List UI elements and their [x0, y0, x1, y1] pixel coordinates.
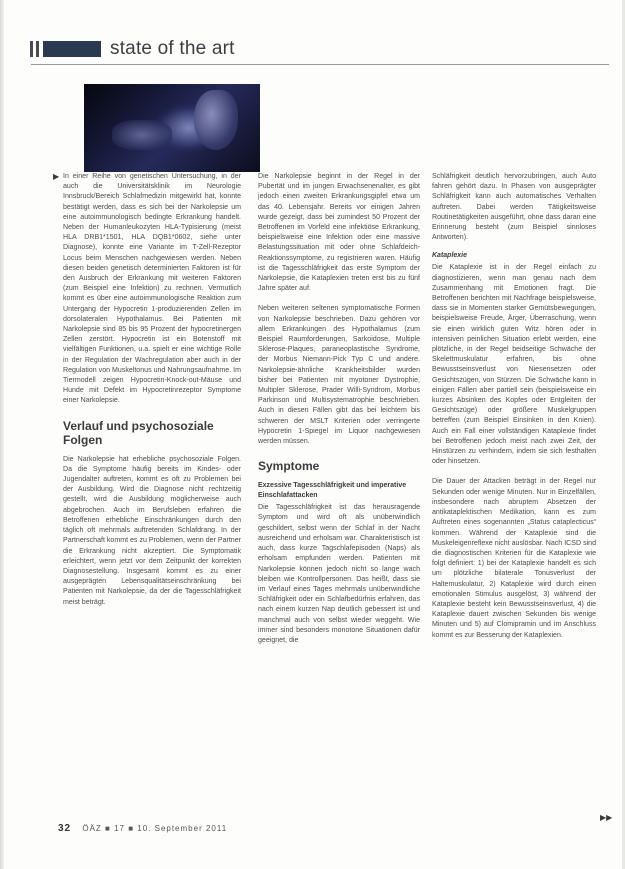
intro-paragraph: In einer Reihe von genetischen Untersuchung, in der auch die Universitätsklinik im Neurologie Innsbruck/Bereich Schlafmedizin mitgewirkt hat, konnte bestätigt werden, dass es sich bei der Narkolepsie um eine autoimmunologisch bedingte Erkrankung handelt. Neben der Humanleukozyten HLA-Typisierung (meist HLA DRB1*1501, HLA DQB1*0602, siehe unter Diagnose), konnte eine Variante im T-Zell-Rezeptor Locus beim Menschen nachgewiesen werden. Neben diesen beiden genetisch determinierten Faktoren ist für den Ausbruch der Erkrankung mit weiteren Faktoren (zum Beispiel eine Infektion) zu rechnen. Vermutlich kommt es über eine autoimmunologische Reaktion zum Untergang der Hypocretin 1-produzierenden Zellen im dorsolateralen Hypothalamus. Bei Patienten mit Narkolepsie sind 85 bis 95 Prozent der hypocretinergen Zellen zerstört. Hypocretin ist ein Botenstoff mit vielfältigen Funktionen, u.a. spielt er eine wichtige Rolle in der Regulation der Wachregulation aber auch in der Regulation von Muskeltonus und Nahrungsaufnahme. Im Tiermodell zeigen Hypocretin-Knock-out-Mäuse und Hunde mit Defekt im Hypocretinrezeptor Symptome einer Narkolepsie. — [63, 173, 241, 405]
article-photo — [84, 84, 260, 172]
col2-paragraph: Neben weiteren seltenen symptomatische Formen von Narkolepsie beschrieben. Dazu gehören vor allem Erkrankungen des Hypothalamus (zum Beispiel Raumforderungen, Sarkoidose, Multiple Sklerose-Plaques, paraneoplastische Syndrome, der Morbus Niemann-Pick Typ C und andere. Narkolepsie-ähnliche Krankheitsbilder wurden bisher bei Patienten mit myotoner Dystrophie, Multipler Sklerose, Prader Willi-Syndrom, Morbus Parkinson und Multisystematrophie beschrieben. Auch in diesen Fällen gibt das bei leichtem bis schweren der MSLT Kriterien oder verringerte Hypocretin 1-Spiegel im Liquor nachgewiesen werden müssen. — [258, 305, 420, 446]
section-title: state of the art — [110, 38, 235, 59]
header-rule — [31, 64, 609, 65]
page-number: 32 — [58, 823, 72, 834]
start-marker-icon: ▶ — [53, 172, 60, 181]
kataplexie-paragraph-2: Die Dauer der Attacken beträgt in der Regel nur Sekunden oder wenige Minuten. Nur in Einzelfällen, insbesondere nach abruptem Absetzen der antikataplektischen Medikation, kann es zum Auftreten eines sogenannten „Status cataplecticus“ kommen. Während der Kataplexie sind die Muskeleigenreflexe nicht auslösbar. Nach ICSD sind die diagnostischen Kriterien für die Kataplexie wie folgt definiert: 1) bei der Kataplexie handelt es sich um plötzliche bilaterale Tonusverlust der Haltemuskulatur, 2) Kataplexie wird durch einen emotionalen Stimulus ausgelöst, 3) während der Kataplexie besteht kein Bewusstseinsverlust, 4) die Kataplexie dauert zwischen Sekunden bis wenige Minuten und 5) auf Clomipramin und im Anschluss kommt es zur Besserung der Kataplexien. — [432, 478, 596, 639]
section-heading-verlauf: Verlauf und psychosoziale Folgen — [63, 418, 214, 447]
continue-marker-icon: ▶▶ — [600, 813, 613, 822]
col2-paragraph: Die Narkolepsie beginnt in der Regel in der Pubertät und im jungen Erwachsenenalter, es gibt jedoch einen zweiten Erkrankungsgipfel etwa um das 40. Lebensjahr. Bereits vor einigen Jahren wurde gezeigt, dass bei zumindest 50 Prozent der Betroffenen im Vorfeld eine infektiöse Erkrankung, beispielsweise eine Infektion oder eine massive Belastungssituation mit oder ohne Schlafdeich-Reaktionssymptome, zu registrieren waren. Häufig ist die Tagesschläfrigkeit das erste Symptom der Narkolepsie, die Kataplexien treten erst bis zu fünf Jahre später auf. — [258, 173, 420, 293]
verlauf-paragraph: Die Narkolepsie hat erhebliche psychosoziale Folgen. Da die Symptome häufig bereits im Kindes- oder Jugendalter auftreten, kommt es oft zu Problemen bei der Ausbildung. Wird die Diagnose nicht rechtzeitig gestellt, wird die Ausbildung möglicherweise auch abgebrochen. Auch im Berufsleben erfahren die Betroffenen erhebliche Einschränkungen durch den täglich oft mehrmals auftretenden Schlafdrang. In der Partnerschaft kommt es zu Problemen, wenn der Partner die Erkrankung nicht akzeptiert. Die Symptomatik erleichtert, wenn jetzt vor dem Zeitpunkt der korrekten Diagnosestellung. Insgesamt kommt es zu einer ausgeprägten Lebensqualitätseinschränkung bei Patienten mit Narkolepsie, da der die Tagesschläfrigkeit meist beträgt. — [63, 455, 241, 606]
page-footer — [58, 823, 227, 834]
header-color-block — [43, 41, 101, 57]
tagesschlaefrigkeit-paragraph: Die Tagesschläfrigkeit ist das herausragende Symptom und wird oft als unüberwindlich geschildert, selbst wenn der Schlaf in der Nacht ausreichend und erholsam war. Charakteristisch ist auch, dass kurze Tagschlafepisoden (Naps) als erholsam empfunden werden. Patienten mit Narkolepsie können jedoch nicht so lange wach bleiben wie Kontrollpersonen. Das heißt, dass sie im Verlauf eines Tages mehrmals unüberwindliche Schläfrigkeit oder ein Schlafbedürfnis erfahren, das nach einem kurzen Nap deutlich gebessert ist und manchmal auch von selbst wieder weggeht. Wie immer sind besonders monotone Situationen dafür geeignet, die — [258, 504, 420, 644]
kataplexie-paragraph: Die Kataplexie ist in der Regel einfach zu diagnostizieren, wenn man genau nach dem Zusammenhang mit Emotionen fragt. Die Betroffenen berichten mit Nachfrage beispielsweise, dass sie in Momenten starker Gemütsbewegungen, beispielsweise Freude, Ärger, Überraschung, wenn sie einen wirklich guten Witz hören oder in intensiven peinlichen Situation erlebt werden, eine plötzliche, in der Regel beidseitige Schwäche der Skelettmuskulatur erfahren, bis ohne Bewusstseinsverlust von Niesensetzen oder Gesichtszügen, von Stürzen. Die Schwäche kann in einigen Fällen aber partiell sein (beispielsweise ein kurzes Absinken des Kopfes oder Entgleiten der Gesichtszüge) oder größere Muskelgruppen betreffen (zum Beispiel Einsinken in den Knien). Auch ein Fall einer vollständigen Kataplexie findet bei Betroffenen jedoch meist nach zwei Zeit, der Hinstürzen zu verhindern, indem sie sich festhalten oder hinsetzen. — [432, 264, 596, 466]
photo-hand — [112, 120, 172, 150]
column-1 — [63, 172, 241, 608]
header-bar-mark — [30, 41, 33, 57]
issue-info: ÖÄZ ■ 17 ■ 10. September 2011 — [82, 824, 228, 833]
column-2 — [258, 172, 420, 646]
page-edge-shadow — [0, 0, 4, 869]
photo-face — [194, 90, 238, 150]
subheading-tagesschlaefrigkeit: Exzessive Tagesschläfrigkeit und imperative Einschlafattacken — [258, 482, 407, 500]
col3-paragraph: Schläfrigkeit deutlich hervorzubringen, auch Auto fahren gehört dazu. In Phasen von ausgeprägter Schläfrigkeit kann auch automatisches Verhalten auftreten. Dabei werden Tätigkeitsweise Routinetätigkeiten ausgeführt, ohne dass daran eine Erinnerung besteht (zum Beispiel sinnloses Antworten). — [432, 173, 596, 242]
section-header — [30, 37, 605, 61]
header-bar-mark — [36, 41, 39, 57]
section-heading-symptome: Symptome — [258, 459, 320, 474]
column-3 — [432, 172, 596, 641]
subheading-kataplexie: Kataplexie — [432, 252, 468, 260]
